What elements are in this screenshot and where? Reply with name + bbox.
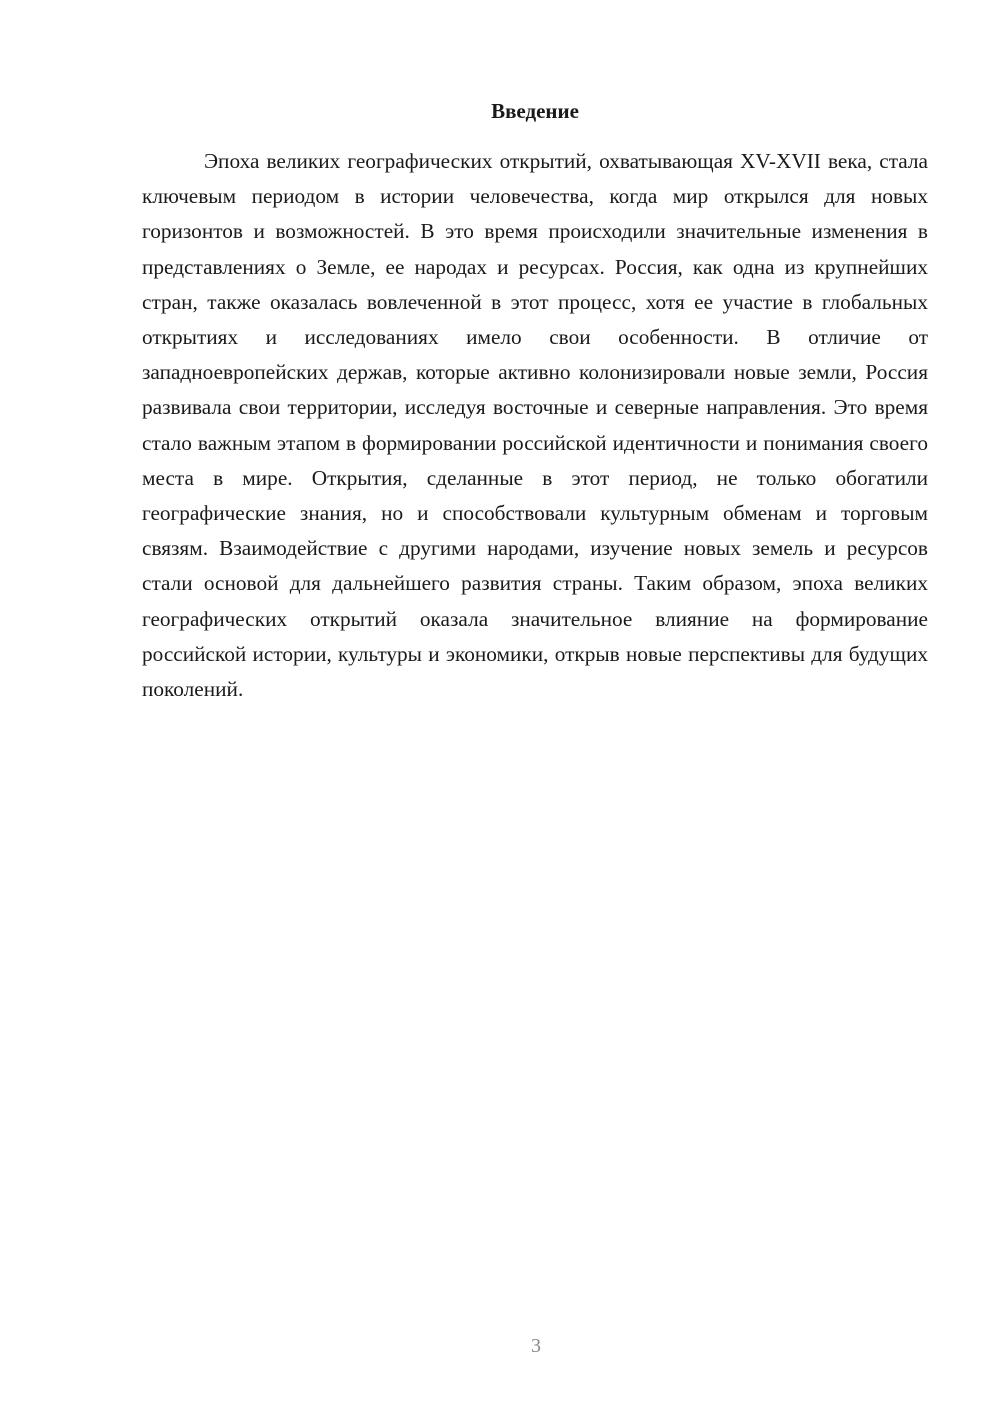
section-title: Введение xyxy=(491,99,579,123)
body-paragraph: Эпоха великих географических открытий, охватывающая XV-XVII века, стала ключевым периодом в истории человечества, когда мир открылся для новых горизонтов и возможностей. В это время происходили значительные изменения в представлениях о Земле, ее народах и ресурсах. Россия, как одна из крупнейших стран, также оказалась вовлеченной в этот процесс, хотя ее участие в глобальных открытиях и исследованиях имело свои особенности. В отличие от западноевропейских держав, которые активно колонизировали новые земли, Россия развивала свои территории, исследуя восточные и северные направления. Это время стало важным этапом в формировании российской идентичности и понимания своего места в мире. Открытия, сделанные в этот период, не только обогатили географические знания, но и способствовали культурным обменам и торговым связям. Взаимодействие с другими народами, изучение новых земель и ресурсов стали основой для дальнейшего развития страны. Таким образом, эпоха великих географических открытий оказала значительное влияние на формирование российской истории, культуры и экономики, открыв новые перспективы для будущих поколений. xyxy=(142,149,928,702)
page-number: 3 xyxy=(531,1335,541,1357)
